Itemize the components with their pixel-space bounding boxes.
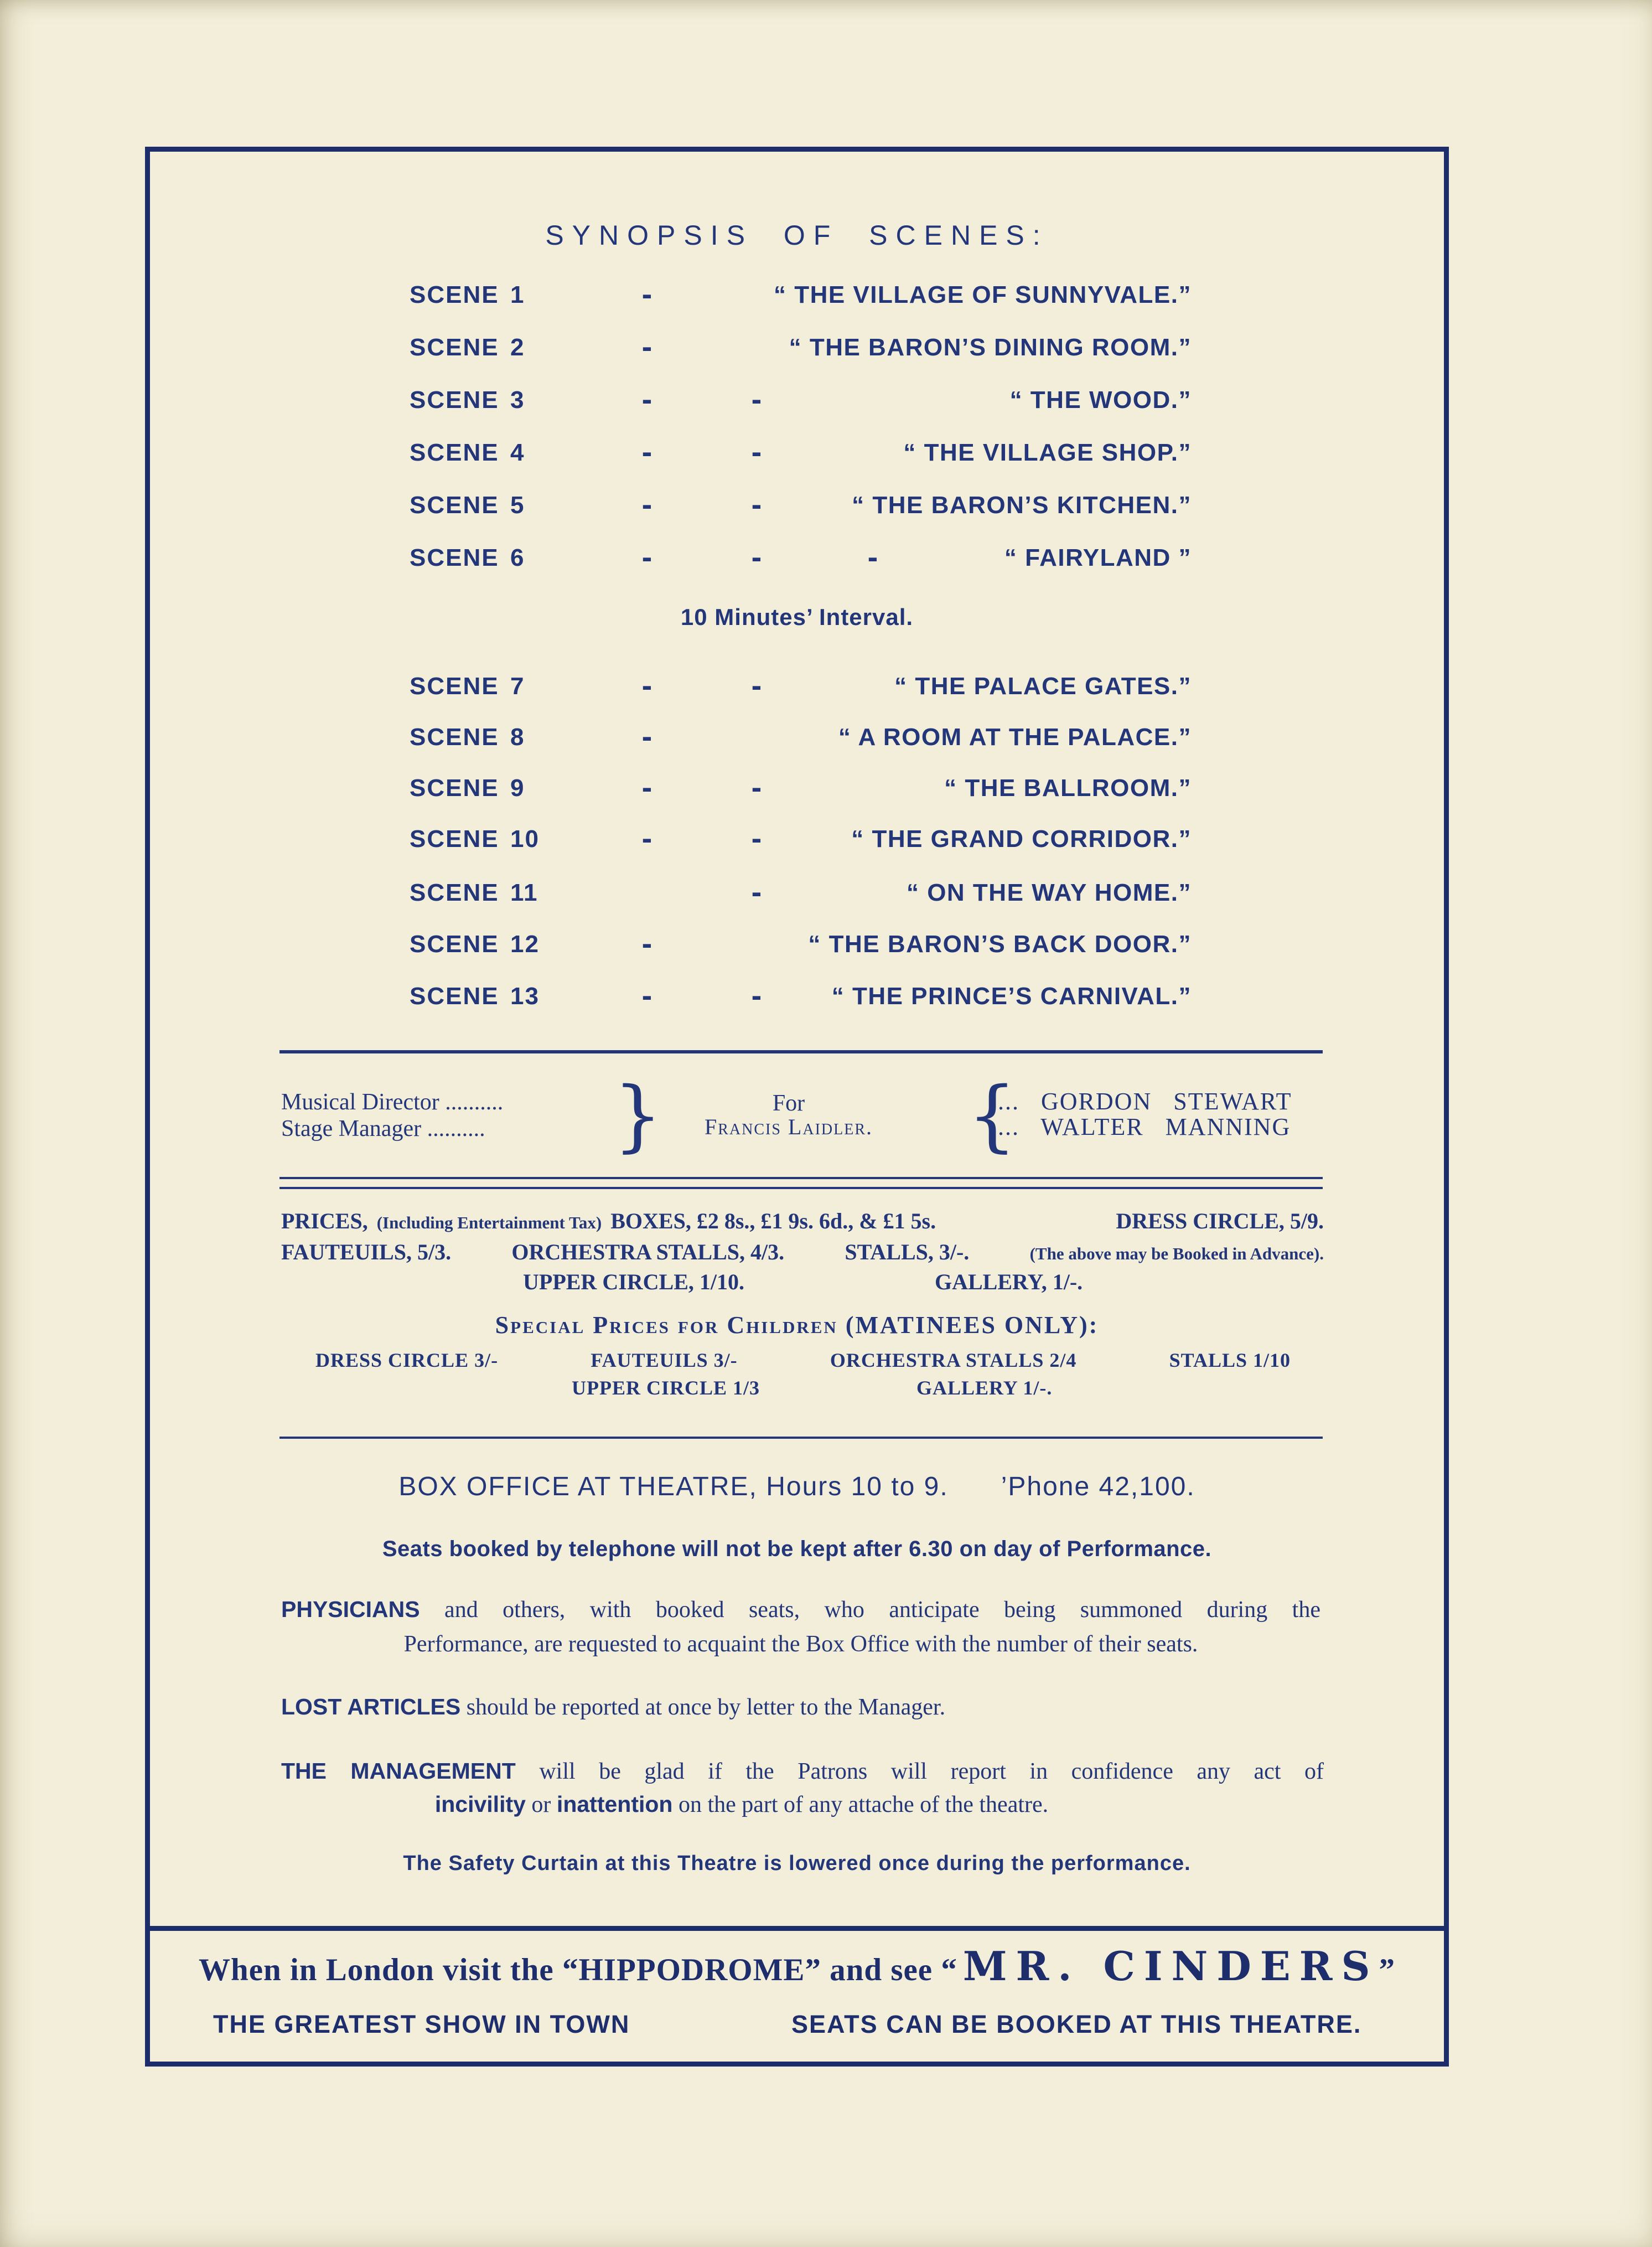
fauteuils-price: FAUTEUILS, 5/3. bbox=[281, 1239, 452, 1264]
advert-close-quote: ” bbox=[1379, 1952, 1395, 1987]
scene-dash: - bbox=[751, 978, 763, 1013]
stalls-price: STALLS, 3/-. bbox=[845, 1239, 970, 1264]
scene-number: 2 bbox=[510, 334, 525, 361]
advert-pre-text: When in London visit the “HIPPODROME” and see “ bbox=[199, 1952, 957, 1987]
scene-number: 3 bbox=[510, 386, 525, 414]
scene-dash: - bbox=[641, 381, 654, 416]
prices-line-1 bbox=[281, 1209, 1324, 1233]
scene-number: 6 bbox=[510, 544, 525, 571]
child-gallery: GALLERY 1/-. bbox=[916, 1377, 1053, 1399]
mr-cinders-title: MR. CINDERS bbox=[962, 1943, 1379, 1990]
lost-articles-notice bbox=[281, 1694, 945, 1721]
scene-label: SCENE bbox=[410, 825, 499, 853]
children-header-caps: (MATINEES ONLY): bbox=[845, 1311, 1099, 1339]
scene-dash: - bbox=[751, 434, 763, 469]
child-upper-circle: UPPER CIRCLE 1/3 bbox=[572, 1377, 760, 1399]
lost-articles-lead: LOST ARTICLES bbox=[281, 1694, 461, 1719]
scene-label: SCENE bbox=[410, 439, 499, 466]
gallery-price: GALLERY, 1/-. bbox=[935, 1269, 1083, 1294]
scene-row bbox=[0, 487, 1652, 521]
lost-articles-text: should be reported at once by letter to the Manager. bbox=[460, 1695, 946, 1720]
management-text-2: on the part of any attache of the theatre. bbox=[672, 1792, 1049, 1817]
scene-dash: - bbox=[641, 487, 654, 521]
stage-manager-name: .... WALTER MANNING bbox=[991, 1113, 1291, 1140]
scene-title: “ THE VILLAGE SHOP.” bbox=[903, 439, 1192, 466]
scene-dash: - bbox=[751, 381, 763, 416]
right-brace-glyph: } bbox=[613, 1071, 663, 1161]
scene-dash: - bbox=[641, 820, 654, 855]
dress-circle-price: DRESS CIRCLE, 5/9. bbox=[1116, 1208, 1324, 1233]
scene-row bbox=[0, 769, 1652, 804]
musical-director-label: Musical Director .......... bbox=[281, 1089, 504, 1115]
scene-label: SCENE bbox=[410, 774, 499, 802]
musical-director-name: .... GORDON STEWART bbox=[991, 1088, 1292, 1115]
banner-top-rule bbox=[150, 1926, 1444, 1931]
scene-label: SCENE bbox=[410, 281, 499, 308]
children-prices-row-1 bbox=[315, 1350, 1291, 1372]
scene-row bbox=[0, 539, 1652, 574]
scene-dash: - bbox=[641, 719, 654, 753]
scene-title: “ THE BARON’S KITCHEN.” bbox=[852, 492, 1192, 519]
scene-dash: - bbox=[641, 276, 654, 311]
scene-dash: - bbox=[751, 487, 763, 521]
scene-number: 9 bbox=[510, 774, 525, 802]
scene-row bbox=[0, 874, 1652, 909]
orchestra-stalls-price: ORCHESTRA STALLS, 4/3. bbox=[511, 1239, 785, 1264]
physicians-notice-line-1 bbox=[281, 1597, 1320, 1623]
divider-rule bbox=[279, 1437, 1323, 1439]
scene-dash: - bbox=[641, 926, 654, 960]
scene-dash: - bbox=[751, 874, 763, 909]
scene-title: “ A ROOM AT THE PALACE.” bbox=[838, 724, 1192, 751]
scene-row bbox=[0, 381, 1652, 416]
or-word: or bbox=[525, 1792, 557, 1817]
advance-booking-note: (The above may be Booked in Advance). bbox=[1029, 1244, 1324, 1263]
scene-row bbox=[0, 276, 1652, 311]
left-brace-glyph: { bbox=[967, 1071, 1017, 1161]
scene-number: 4 bbox=[510, 439, 525, 466]
scene-dash: - bbox=[641, 978, 654, 1013]
for-label: For bbox=[772, 1091, 805, 1116]
scene-label: SCENE bbox=[410, 334, 499, 361]
scene-label: SCENE bbox=[410, 492, 499, 519]
scene-number: 12 bbox=[510, 931, 540, 958]
scene-number: 1 bbox=[510, 281, 525, 308]
scene-title: “ THE PALACE GATES.” bbox=[894, 673, 1192, 700]
children-header-main: Special Prices for Children bbox=[495, 1311, 846, 1339]
scene-title: “ THE BARON’S DINING ROOM.” bbox=[789, 334, 1192, 361]
double-rule bbox=[279, 1177, 1323, 1189]
inattention-word: inattention bbox=[556, 1791, 673, 1817]
scene-number: 13 bbox=[510, 983, 540, 1010]
tax-note: (Including Entertainment Tax) bbox=[376, 1213, 602, 1232]
scene-title: “ THE PRINCE’S CARNIVAL.” bbox=[831, 983, 1192, 1010]
scene-row bbox=[0, 434, 1652, 469]
seats-booked-tagline: SEATS CAN BE BOOKED AT THIS THEATRE. bbox=[791, 2010, 1362, 2038]
greatest-show-tagline: THE GREATEST SHOW IN TOWN bbox=[213, 2010, 630, 2038]
scene-number: 10 bbox=[510, 825, 540, 853]
prices-line-2 bbox=[281, 1240, 1324, 1264]
scene-title: “ FAIRYLAND ” bbox=[1004, 544, 1192, 571]
management-text: will be glad if the Patrons will report in confidence any act of bbox=[515, 1759, 1324, 1784]
scene-dash: - bbox=[751, 668, 763, 702]
scene-label: SCENE bbox=[410, 673, 499, 700]
scene-dash: - bbox=[751, 820, 763, 855]
scene-number: 5 bbox=[510, 492, 525, 519]
scene-title: “ THE VILLAGE OF SUNNYVALE.” bbox=[773, 281, 1192, 308]
scene-title: “ THE WOOD.” bbox=[1009, 386, 1192, 414]
stage-manager-label: Stage Manager .......... bbox=[281, 1116, 485, 1141]
boxes-prices: BOXES, £2 8s., £1 9s. 6d., & £1 5s. bbox=[610, 1208, 936, 1233]
box-office-line bbox=[145, 1473, 1449, 1502]
scene-label: SCENE bbox=[410, 983, 499, 1010]
hippodrome-advert-line-1 bbox=[150, 1944, 1444, 1988]
scene-row bbox=[0, 820, 1652, 855]
scene-dash: - bbox=[867, 539, 879, 574]
box-office-hours: BOX OFFICE AT THEATRE, Hours 10 to 9. bbox=[398, 1472, 949, 1501]
scene-row bbox=[0, 329, 1652, 364]
scene-dash: - bbox=[641, 769, 654, 804]
interval-note: 10 Minutes’ Interval. bbox=[680, 604, 914, 630]
scene-label: SCENE bbox=[410, 724, 499, 751]
scene-title: “ ON THE WAY HOME.” bbox=[906, 879, 1192, 906]
divider-rule bbox=[279, 1050, 1323, 1053]
scene-dash: - bbox=[751, 539, 763, 574]
scene-title: “ THE BALLROOM.” bbox=[944, 774, 1192, 802]
scene-label: SCENE bbox=[410, 879, 499, 906]
scene-dash: - bbox=[641, 434, 654, 469]
producer-name: Francis Laidler. bbox=[704, 1114, 873, 1139]
scene-title: “ THE GRAND CORRIDOR.” bbox=[851, 825, 1192, 853]
safety-curtain-notice: The Safety Curtain at this Theatre is lowered once during the performance. bbox=[403, 1852, 1191, 1875]
physicians-lead: PHYSICIANS bbox=[281, 1597, 420, 1622]
box-office-phone: ’Phone 42,100. bbox=[1001, 1472, 1195, 1501]
scene-number: 11 bbox=[510, 879, 538, 906]
management-notice-line-2 bbox=[279, 1791, 1204, 1818]
physicians-text: and others, with booked seats, who anticipate being summoned during the bbox=[420, 1597, 1320, 1623]
scene-row bbox=[0, 978, 1652, 1013]
prices-lead: PRICES, bbox=[281, 1208, 368, 1233]
child-dress-circle: DRESS CIRCLE 3/- bbox=[315, 1349, 499, 1371]
scene-row bbox=[0, 926, 1652, 960]
children-prices-header bbox=[145, 1312, 1449, 1339]
management-notice-line-1 bbox=[281, 1758, 1324, 1785]
telephone-booking-notice: Seats booked by telephone will not be kept after 6.30 on day of Performance. bbox=[382, 1537, 1212, 1561]
child-stalls: STALLS 1/10 bbox=[1169, 1349, 1291, 1371]
scene-label: SCENE bbox=[410, 931, 499, 958]
scene-label: SCENE bbox=[410, 544, 499, 571]
upper-circle-price: UPPER CIRCLE, 1/10. bbox=[523, 1269, 745, 1294]
scene-dash: - bbox=[641, 539, 654, 574]
scene-title: “ THE BARON’S BACK DOOR.” bbox=[808, 931, 1192, 958]
incivility-word: incivility bbox=[434, 1791, 526, 1817]
prices-main bbox=[281, 1209, 936, 1233]
synopsis-title: SYNOPSIS OF SCENES: bbox=[545, 220, 1049, 251]
physicians-notice-line-2: Performance, are requested to acquaint the Box Office with the number of their seats. bbox=[403, 1631, 1198, 1657]
child-fauteuils: FAUTEUILS 3/- bbox=[591, 1349, 738, 1371]
scene-number: 8 bbox=[510, 724, 525, 751]
scene-row bbox=[0, 668, 1652, 702]
child-orchestra-stalls: ORCHESTRA STALLS 2/4 bbox=[830, 1349, 1077, 1371]
scene-label: SCENE bbox=[410, 386, 499, 414]
management-lead: THE MANAGEMENT bbox=[281, 1758, 516, 1784]
scene-row bbox=[0, 719, 1652, 753]
scene-dash: - bbox=[641, 668, 654, 702]
scene-number: 7 bbox=[510, 673, 525, 700]
scene-dash: - bbox=[641, 329, 654, 364]
scene-dash: - bbox=[751, 769, 763, 804]
